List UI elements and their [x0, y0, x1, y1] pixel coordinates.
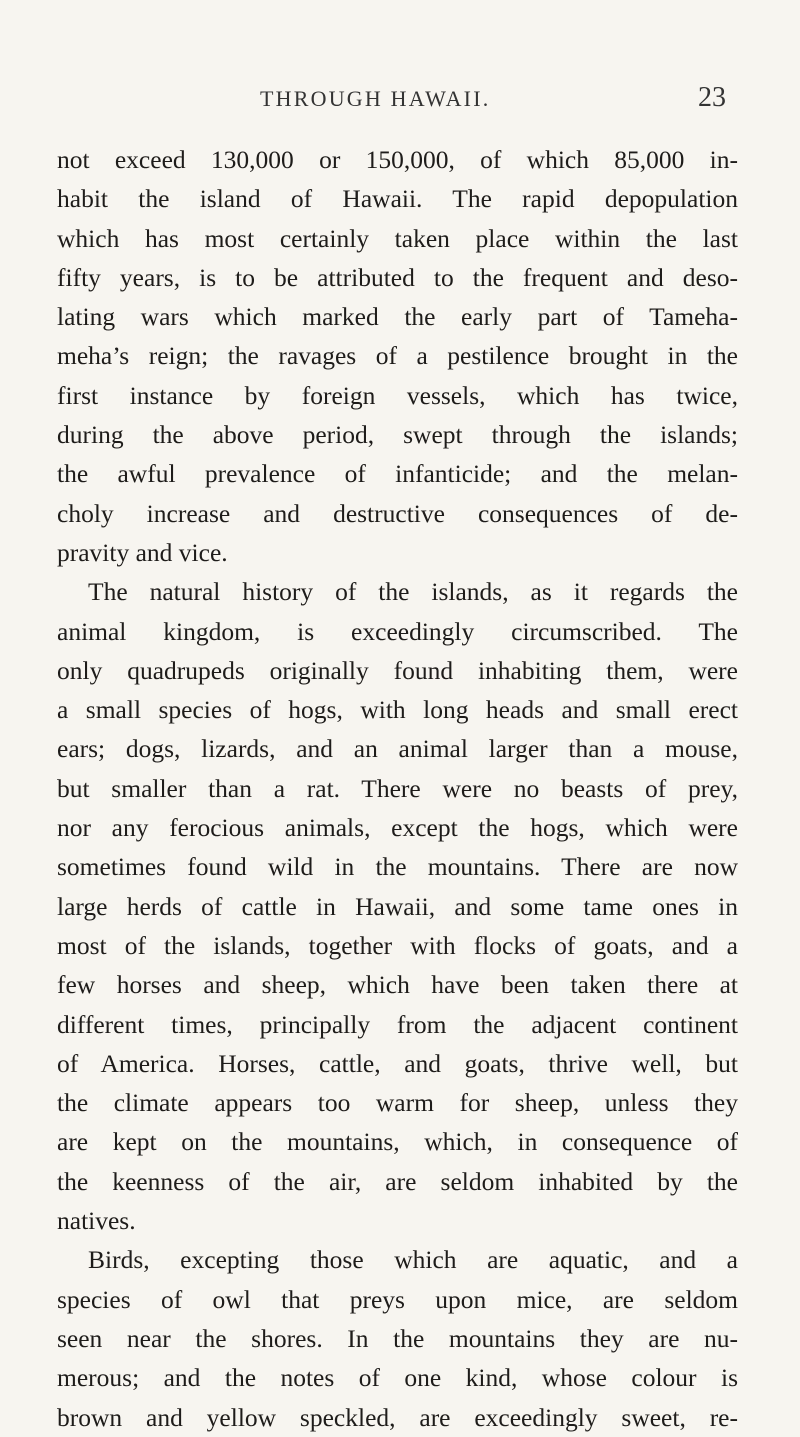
text-line: few horses and sheep, which have been taken there at — [57, 970, 738, 1000]
text-line: choly increase and destructive consequences of de- — [57, 498, 738, 528]
page-number: 23 — [698, 82, 726, 113]
text-line: animal kingdom, is exceedingly circumscribed. The — [57, 616, 738, 646]
paragraph-start: The natural history of the islands, as it regards the — [88, 577, 738, 607]
text-line: first instance by foreign vessels, which has twice, — [57, 380, 738, 410]
text-line: fifty years, is to be attributed to the frequent and deso- — [57, 262, 738, 292]
text-line: which has most certainly taken place within the last — [57, 223, 738, 253]
text-line: brown and yellow speckled, are exceedingly sweet, re- — [57, 1402, 738, 1432]
text-line: not exceed 130,000 or 150,000, of which 85,000 in- — [57, 145, 738, 174]
text-line: during the above period, swept through the islands; — [57, 420, 738, 450]
text-line: a small species of hogs, with long heads and small erect — [57, 695, 738, 725]
text-line: species of owl that preys upon mice, are seldom — [57, 1284, 738, 1314]
text-line: but smaller than a rat. There were no beasts of prey, — [57, 773, 738, 803]
text-line: only quadrupeds originally found inhabiting them, were — [57, 655, 738, 685]
text-line: most of the islands, together with flocks of goats, and a — [57, 930, 738, 960]
text-line: habit the island of Hawaii. The rapid depopulation — [57, 184, 738, 214]
text-line: different times, principally from the adjacent continent — [57, 1009, 738, 1039]
text-line: the keenness of the air, are seldom inhabited by the — [57, 1166, 738, 1196]
text-line: pravity and vice. — [57, 537, 228, 567]
text-line: nor any ferocious animals, except the hogs, which were — [57, 813, 738, 843]
text-line: of America. Horses, cattle, and goats, thrive well, but — [57, 1048, 738, 1078]
running-title: THROUGH HAWAII. — [260, 86, 491, 111]
text-line: merous; and the notes of one kind, whose colour is — [57, 1363, 738, 1393]
text-line: ears; dogs, lizards, and an animal larger than a mouse, — [57, 734, 738, 764]
text-line: the awful prevalence of infanticide; and the melan- — [57, 459, 738, 489]
text-line: lating wars which marked the early part of Tameha- — [57, 302, 738, 332]
text-line: the climate appears too warm for sheep, unless they — [57, 1088, 738, 1118]
text-line: large herds of cattle in Hawaii, and some tame ones in — [57, 891, 738, 921]
running-head — [0, 82, 800, 116]
text-line: sometimes found wild in the mountains. There are now — [57, 852, 738, 882]
text-line: natives. — [57, 1206, 136, 1236]
text-line: meha’s reign; the ravages of a pestilence brought in the — [57, 341, 738, 371]
text-line: are kept on the mountains, which, in consequence of — [57, 1127, 738, 1157]
body-text — [57, 140, 738, 1437]
text-line: seen near the shores. In the mountains they are nu- — [57, 1323, 738, 1353]
paragraph-start: Birds, excepting those which are aquatic, and a — [88, 1245, 738, 1275]
